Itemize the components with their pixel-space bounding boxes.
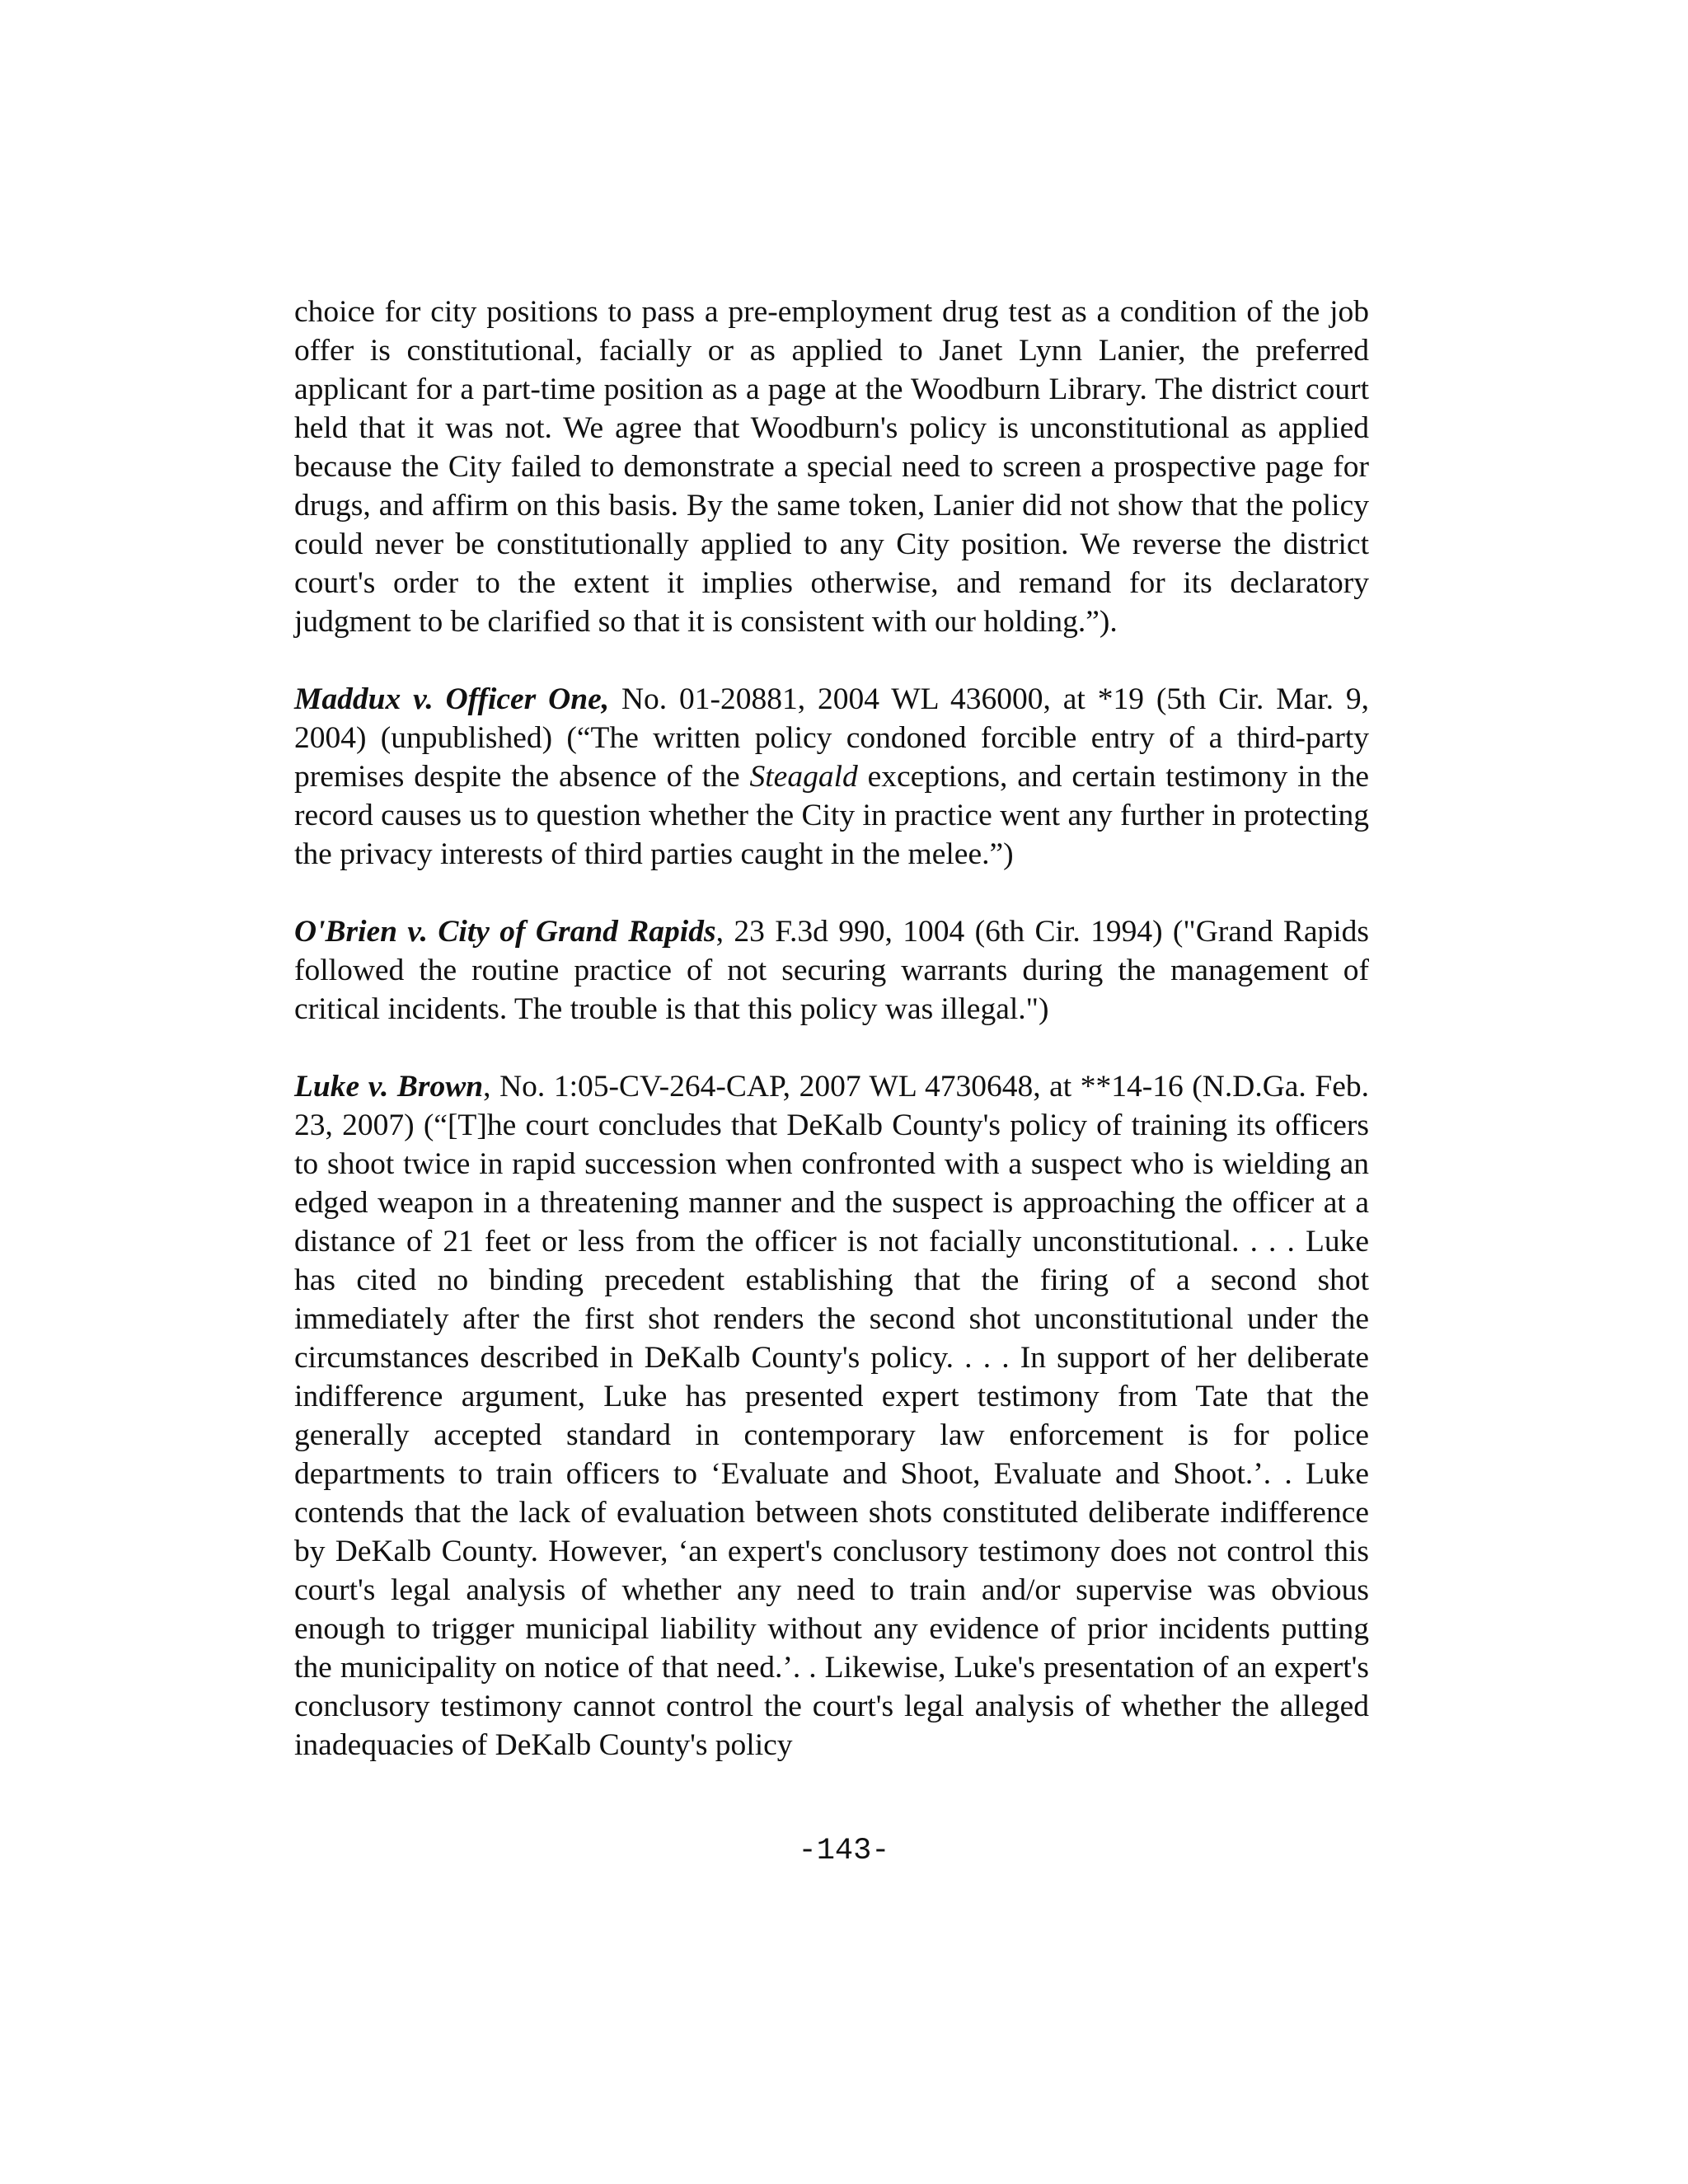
paragraph-continued-quote: [294, 293, 1369, 641]
document-body: [294, 293, 1369, 1765]
citation-text-continued: exceptions, and certain testimony in the record causes us to question whether the City in practice went any further in protecting the privacy interests of third parties caught in the melee.”): [294, 760, 1369, 871]
case-name-maddux: Maddux v. Officer One,: [294, 682, 610, 716]
paragraph-luke-citation: [294, 1067, 1369, 1765]
citation-text: , No. 1:05-CV-264-CAP, 2007 WL 4730648, at **14-16 (N.D.Ga. Feb. 23, 2007) (“[T]he court concludes that DeKalb County's policy of training its officers to shoot twice in rapid succession when confronted with a suspect who is wielding an edged weapon in a threatening manner and the suspect is approaching the officer at a distance of 21 feet or less from the officer is not facially unconstitutional. . . . Luke has cited no binding precedent establishing that the firing of a second shot immediately after the first shot renders the second shot unconstitutional under the circumstances described in DeKalb County's policy. . . . In support of her deliberate indifference argument, Luke has presented expert testimony from Tate that the generally accepted standard in contemporary law enforcement is for police departments to train officers to ‘Evaluate and Shoot, Evaluate and Shoot.’. . Luke contends that the lack of evaluation between shots constituted deliberate indifference by DeKalb County. However, ‘an expert's conclusory testimony does not control this court's legal analysis of whether any need to train and/or supervise was obvious enough to trigger municipal liability without any evidence of prior incidents putting the municipality on notice of that need.’. . Likewise, Luke's presentation of an expert's conclusory testimony cannot control the court's legal analysis of whether the alleged inadequacies of DeKalb County's policy: [294, 1070, 1369, 1762]
citation-text: No. 01-20881, 2004 WL 436000, at *19 (5th Cir. Mar. 9, 2004) (unpublished) (“The written policy condoned forcible entry of a third-party premises despite the absence of the: [294, 682, 1369, 794]
paragraph-text: choice for city positions to pass a pre-employment drug test as a condition of the job offer is constitutional, facially or as applied to Janet Lynn Lanier, the preferred applicant for a part-time position as a page at the Woodburn Library. The district court held that it was not. We agree that Woodburn's policy is unconstitutional as applied because the City failed to demonstrate a special need to screen a prospective page for drugs, and affirm on this basis. By the same token, Lanier did not show that the policy could never be constitutionally applied to any City position. We reverse the district court's order to the extent it implies otherwise, and remand for its declaratory judgment to be clarified so that it is consistent with our holding.”).: [294, 295, 1369, 639]
paragraph-maddux-citation: [294, 680, 1369, 874]
paragraph-obrien-citation: [294, 912, 1369, 1029]
italic-case-term: Steagald: [749, 760, 858, 794]
case-name-obrien: O'Brien v. City of Grand Rapids: [294, 915, 716, 949]
citation-text: , 23 F.3d 990, 1004 (6th Cir. 1994) ("Grand Rapids followed the routine practice of not securing warrants during the management of critical incidents. The trouble is that this policy was illegal."): [294, 915, 1369, 1026]
case-name-luke: Luke v. Brown: [294, 1070, 484, 1104]
page-number: -143-: [798, 1834, 890, 1868]
